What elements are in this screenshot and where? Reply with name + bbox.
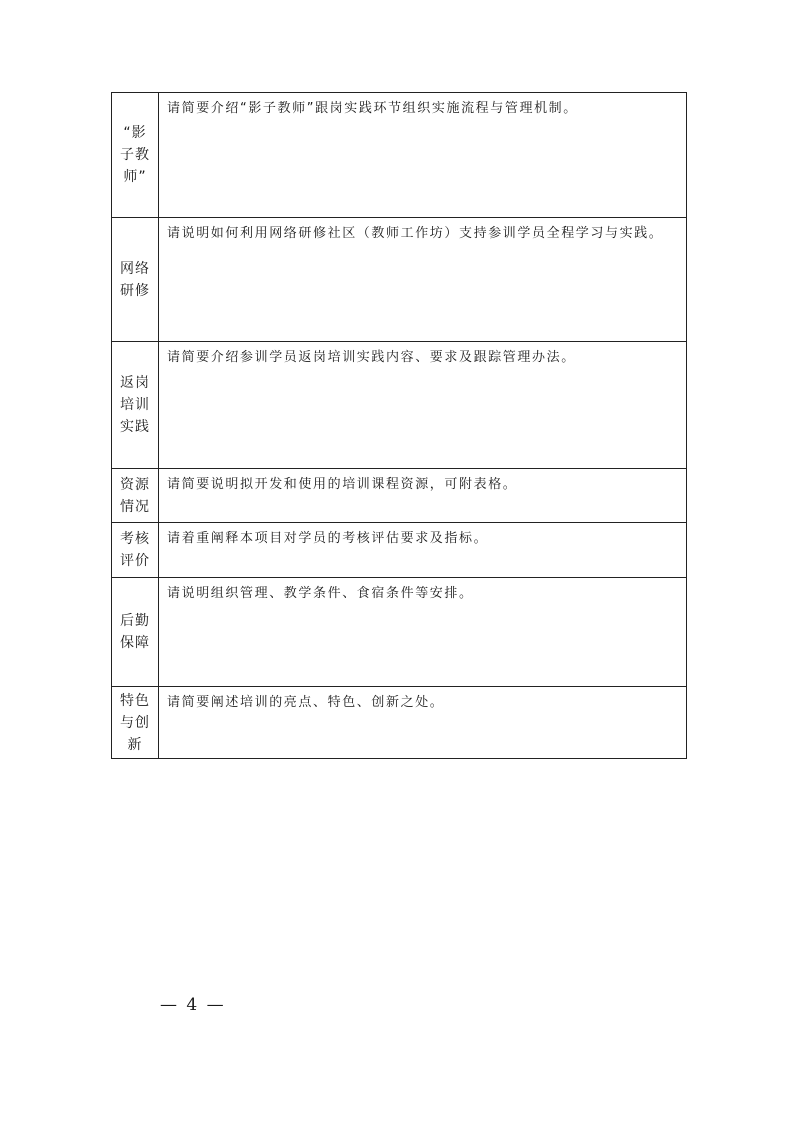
row-description: 请着重阐释本项目对学员的考核评估要求及指标。: [167, 531, 489, 546]
row-description: 请简要介绍“影子教师”跟岗实践环节组织实施流程与管理机制。: [167, 101, 578, 116]
row-label-cell: [112, 218, 159, 342]
row-content-cell: [159, 93, 687, 218]
row-content-cell: [159, 523, 687, 578]
row-description: 请简要阐述培训的亮点、特色、创新之处。: [167, 695, 445, 710]
row-label-cell: [112, 578, 159, 687]
form-row-logistics: [112, 578, 687, 687]
row-content-cell: [159, 218, 687, 342]
row-label-cell: [112, 687, 159, 759]
form-row-online-training: [112, 218, 687, 342]
row-description: 请简要介绍参训学员返岗培训实践内容、要求及跟踪管理办法。: [167, 350, 576, 365]
row-content-cell: [159, 469, 687, 523]
row-label: “影子教师”: [120, 125, 150, 185]
row-description: 请说明组织管理、教学条件、食宿条件等安排。: [167, 586, 474, 601]
row-content-cell: [159, 578, 687, 687]
row-content-cell: [159, 687, 687, 759]
row-label-cell: [112, 342, 159, 469]
application-form-table: [111, 92, 687, 759]
row-label-cell: [112, 93, 159, 218]
row-description: 请简要说明拟开发和使用的培训课程资源，可附表格。: [167, 477, 518, 492]
form-row-highlights: [112, 687, 687, 759]
row-label-cell: [112, 523, 159, 578]
row-label: 网络研修: [120, 260, 150, 299]
form-row-return-practice: [112, 342, 687, 469]
form-row-resources: [112, 469, 687, 523]
row-label: 特色与创新: [120, 692, 150, 753]
form-row-assessment: [112, 523, 687, 578]
row-label: 考核评价: [120, 531, 150, 569]
page-number: — 4 —: [160, 995, 226, 1015]
row-label-cell: [112, 469, 159, 523]
row-label: 后勤保障: [120, 613, 150, 651]
row-content-cell: [159, 342, 687, 469]
row-label: 返岗培训实践: [120, 375, 150, 435]
row-label: 资源情况: [120, 476, 150, 515]
form-row-shadow-teacher: [112, 93, 687, 218]
row-description: 请说明如何利用网络研修社区（教师工作坊）支持参训学员全程学习与实践。: [167, 226, 664, 241]
